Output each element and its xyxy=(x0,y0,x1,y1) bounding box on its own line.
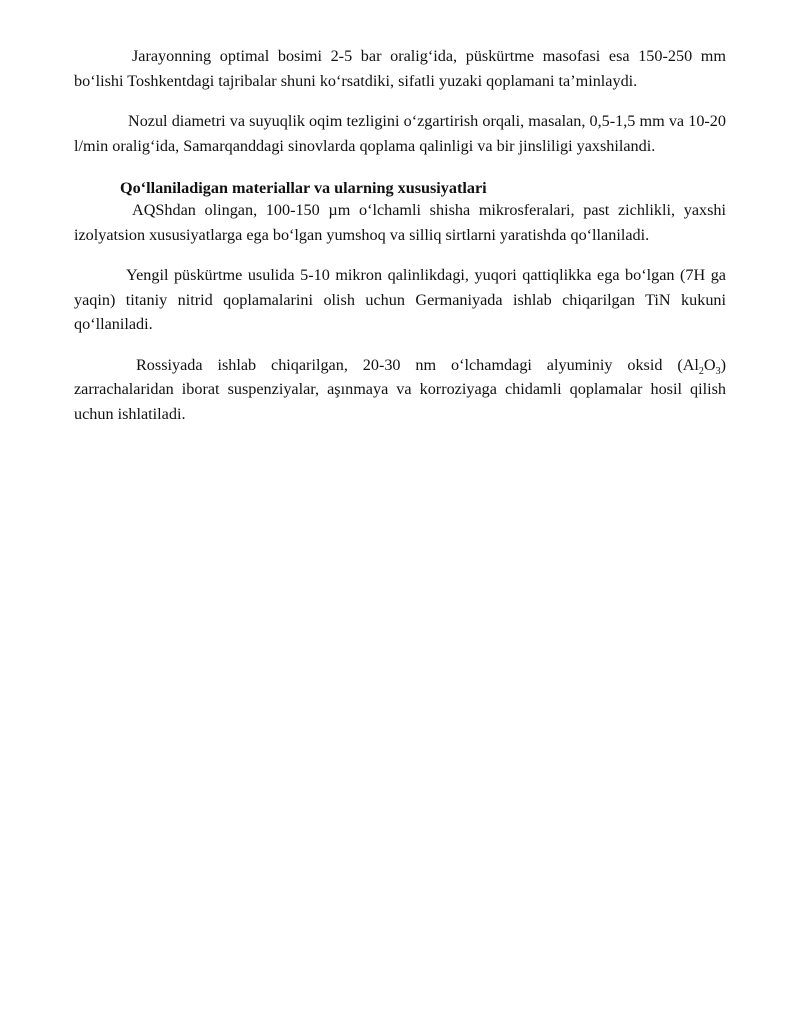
alumina-text-after: ) zarrachalaridan iborat suspenziyalar, aşınmaya va korroziyaga chidamli qoplamalar hosil qilish uchun ishlatiladi. xyxy=(74,355,726,423)
alumina-text-before: Rossiyada ishlab chiqarilgan, 20-30 nm o‘lchamdagi alyuminiy oksid (Al xyxy=(136,355,699,374)
paragraph-tin-powder: Yengil püskürtme usulida 5-10 mikron qalinlikdagi, yuqori qattiqlikka ega bo‘lgan (7H ga yaqin) titaniy nitrid qoplamalarini olish uchun Germaniyada ishlab chiqarilgan TiN kukuni qo‘llaniladi. xyxy=(74,266,726,333)
paragraph-alumina xyxy=(74,353,726,427)
paragraph-pressure: Jarayonning optimal bosimi 2-5 bar oralig‘ida, püskürtme masofasi esa 150-250 mm bo‘lishi Toshkentdagi tajribalar shuni ko‘rsatdiki, sifatli yuzaki qoplamani ta’minlaydi. xyxy=(74,47,726,90)
alumina-text-o: O xyxy=(703,355,716,374)
paragraph-nozzle: Nozul diametri va suyuqlik oqim tezligini o‘zgartirish orqali, masalan, 0,5-1,5 mm va 10-20 l/min oralig‘ida, Samarqanddagi sinovlarda qoplama qalinligi va bir jinsliligi yaxshilandi. xyxy=(74,112,726,155)
alumina-subscript-3: 3 xyxy=(715,365,721,377)
document-page xyxy=(74,44,726,426)
section-heading: Qo‘llaniladigan materiallar va ularning xususiyatlari xyxy=(120,179,487,197)
paragraph-microspheres: AQShdan olingan, 100-150 µm o‘lchamli shisha mikrosferalari, past zichlikli, yaxshi izolyatsion xususiyatlarga ega bo‘lgan yumshoq va silliq sirtlarni yaratishda qo‘llaniladi. xyxy=(74,201,726,244)
alumina-subscript-2: 2 xyxy=(698,365,704,377)
